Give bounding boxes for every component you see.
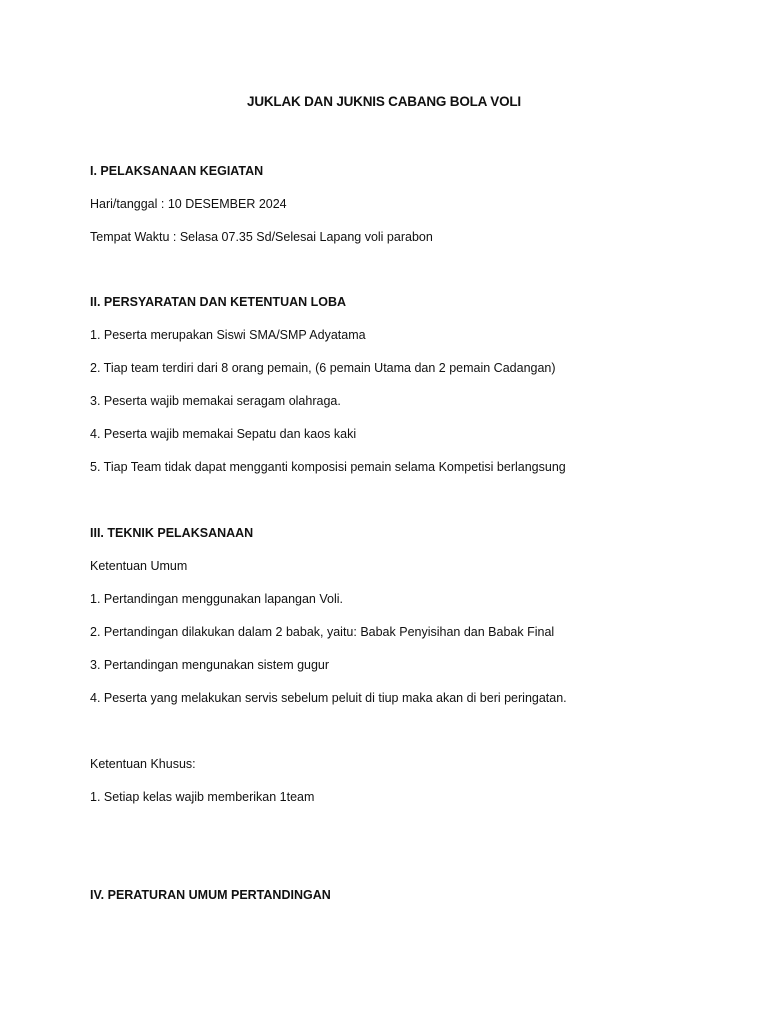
- special-rule-item-1: 1. Setiap kelas wajib memberikan 1team: [90, 790, 315, 804]
- requirement-item-4: 4. Peserta wajib memakai Sepatu dan kaos kaki: [90, 427, 357, 441]
- requirement-item-3: 3. Peserta wajib memakai seragam olahraga.: [90, 394, 341, 408]
- document-title: JUKLAK DAN JUKNIS CABANG BOLA VOLI: [247, 94, 521, 109]
- general-rule-item-4: 4. Peserta yang melakukan servis sebelum peluit di tiup maka akan di beri peringatan.: [90, 691, 567, 705]
- requirement-item-1: 1. Peserta merupakan Siswi SMA/SMP Adyatama: [90, 328, 366, 342]
- general-rule-item-2: 2. Pertandingan dilakukan dalam 2 babak, yaitu: Babak Penyisihan dan Babak Final: [90, 625, 555, 639]
- general-rules-label: Ketentuan Umum: [90, 559, 188, 573]
- date-line: Hari/tanggal : 10 DESEMBER 2024: [90, 197, 287, 211]
- place-time-line: Tempat Waktu : Selasa 07.35 Sd/Selesai Lapang voli parabon: [90, 230, 433, 244]
- general-rule-item-3: 3. Pertandingan mengunakan sistem gugur: [90, 658, 330, 672]
- section-4-heading: IV. PERATURAN UMUM PERTANDINGAN: [90, 888, 331, 902]
- section-1-heading: I. PELAKSANAAN KEGIATAN: [90, 164, 264, 178]
- requirement-item-5: 5. Tiap Team tidak dapat mengganti komposisi pemain selama Kompetisi berlangsung: [90, 460, 566, 474]
- special-rules-label: Ketentuan Khusus:: [90, 757, 196, 771]
- section-2-heading: II. PERSYARATAN DAN KETENTUAN LOBA: [90, 295, 347, 309]
- requirement-item-2: 2. Tiap team terdiri dari 8 orang pemain, (6 pemain Utama dan 2 pemain Cadangan): [90, 361, 556, 375]
- section-3-heading: III. TEKNIK PELAKSANAAN: [90, 526, 254, 540]
- general-rule-item-1: 1. Pertandingan menggunakan lapangan Voli.: [90, 592, 343, 606]
